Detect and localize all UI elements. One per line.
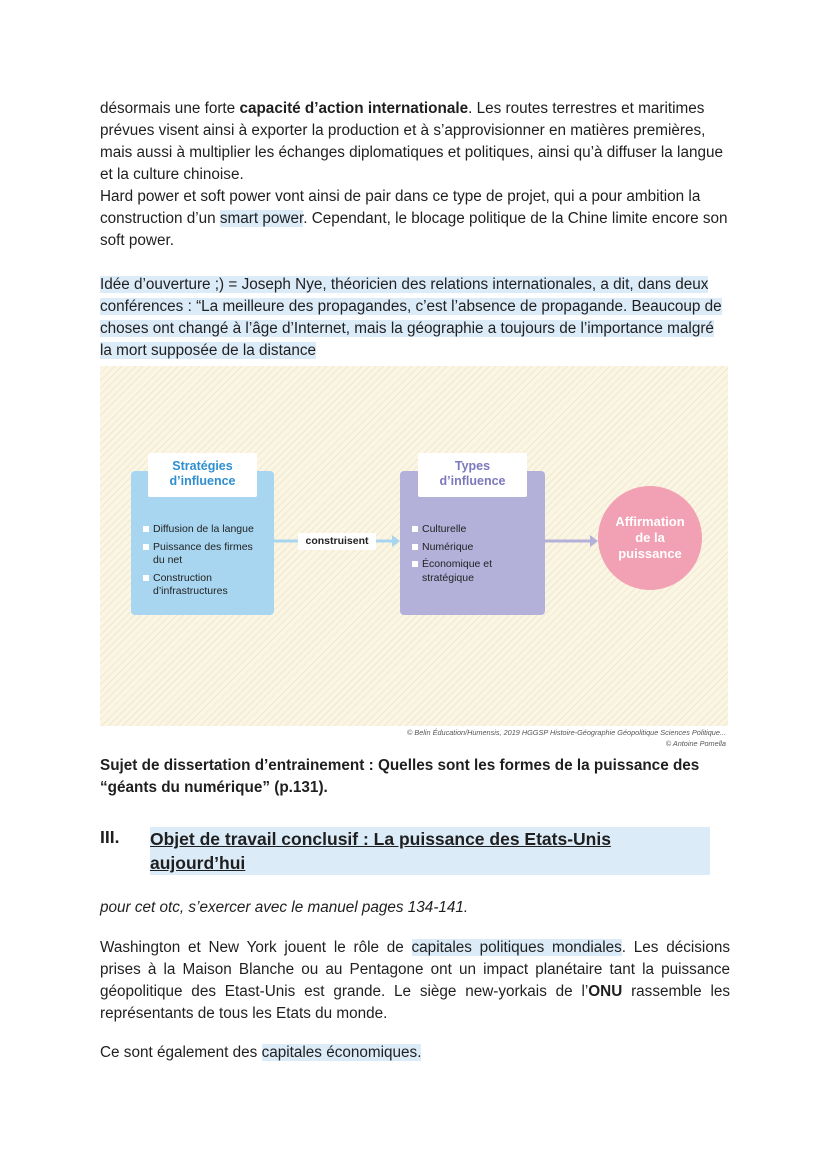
power-affirmation-circle: Affirmation de la puissance [598, 486, 702, 590]
instruction-text: pour cet otc, s’exercer avec le manuel pages 134-141. [100, 899, 469, 916]
paragraph-washington: Washington et New York jouent le rôle de capitales politiques mondiales. Les décisions prises à la Maison Blanche ou au Pentagone ont un impact planétaire tant la puissance géopolitique des Etast-Unis est grande. Le siège new-yorkais de l’ONU rassemble les représentants de tous les Etats du monde. [100, 939, 730, 1022]
list-item: Économique et stratégique [412, 558, 502, 585]
influence-diagram [100, 366, 728, 748]
dissertation-subject: Sujet de dissertation d’entrainement : Quelles sont les formes de la puissance des “géants du numérique” (p.131). [100, 757, 700, 796]
highlight-smart-power: smart power [219, 210, 304, 227]
paragraph-china-influence: désormais une forte capacité d’action internationale. Les routes terrestres et maritimes prévues visent ainsi à exporter la production et à s’approvisionner en matières premières, mais aussi à multiplier les échanges diplomatiques et politiques, ainsi qu’à diffuser la langue et la culture chinoise. Hard power et soft power vont ainsi de pair dans ce type de projet, qui a pour ambition la construction d’un smart power. Cependant, le blocage politique de la Chine limite encore son soft power. [100, 100, 728, 249]
types-box [400, 459, 545, 615]
arrow-head-1 [392, 535, 400, 547]
list-item: Construction d’infrastructures [143, 572, 255, 599]
document-page [100, 98, 730, 1064]
list-item: Numérique [412, 541, 502, 555]
section-title: Objet de travail conclusif : La puissance des Etats-Unis aujourd’hui [150, 827, 710, 875]
types-title: Types d’influence [418, 453, 527, 497]
list-item: Diffusion de la langue [143, 523, 255, 537]
highlight-economic-capitals: capitales économiques. [261, 1044, 422, 1061]
paragraph-opening-idea: Idée d’ouverture ;) = Joseph Nye, théoricien des relations internationales, a dit, dans deux conférences : “La meilleure des propagandes, c’est l’absence de propagande. Beaucoup de choses ont changé à l’âge d’Internet, mais la géographie a toujours de l’importance malgré la mort supposée de la distance [100, 276, 722, 359]
image-credits: © Belin Éducation/Humensis, 2019 HGGSP Histoire-Géographie Géopolitique Sciences Politique... © Antoine Pomella [406, 728, 726, 748]
strategies-title: Stratégies d’influence [148, 453, 257, 497]
highlight-political-capitals: capitales politiques mondiales [411, 939, 622, 956]
paragraph-economic-capitals: Ce sont également des capitales économiques. [100, 1044, 422, 1061]
types-list [412, 523, 502, 589]
section-number: III. [100, 827, 120, 847]
list-item: Puissance des firmes du net [143, 541, 255, 568]
connector-label: construisent [298, 533, 376, 550]
arrow-head-2 [590, 535, 598, 547]
list-item: Culturelle [412, 523, 502, 537]
bold-term: capacité d’action internationale [239, 100, 469, 117]
section-heading [100, 827, 730, 875]
bold-onu: ONU [588, 983, 623, 1000]
